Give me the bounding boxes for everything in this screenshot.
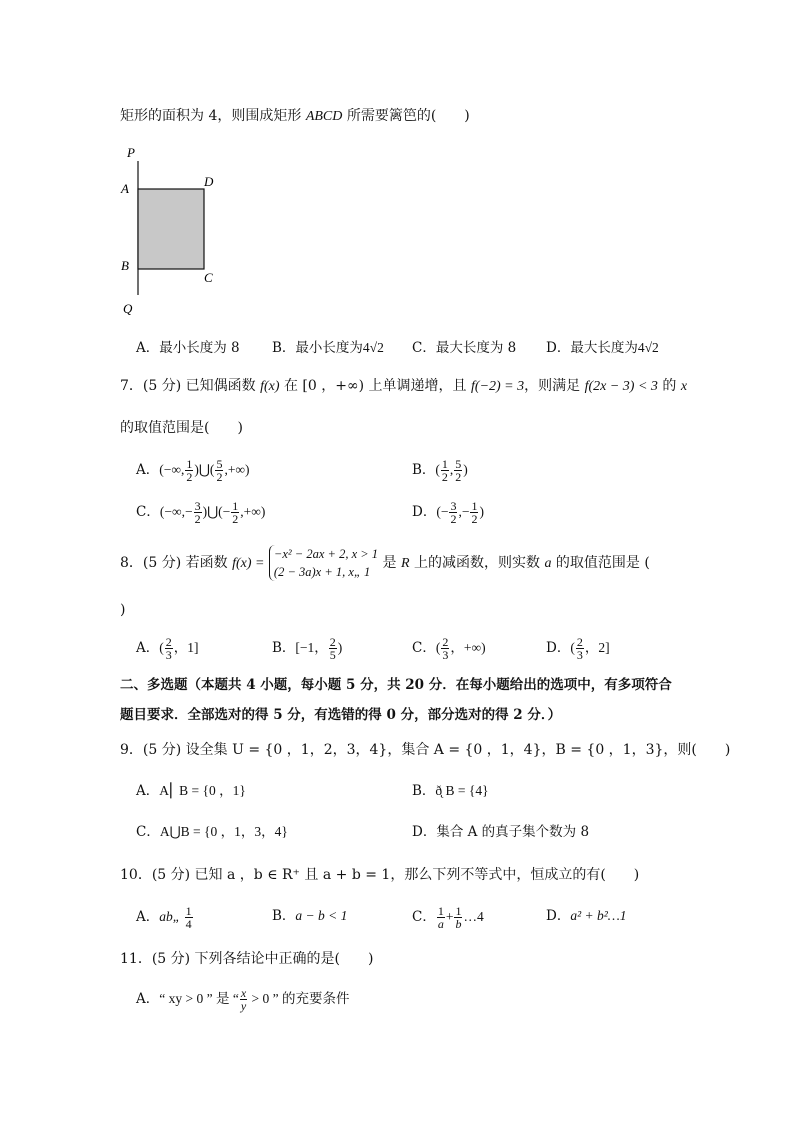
q8-option-a[interactable]: A．( $\frac{2}{3}$ ，1]	[136, 635, 199, 662]
q6-option-d[interactable]: D．最大长度为4√2	[546, 340, 659, 356]
q8-option-d[interactable]: D．( $\frac{2}{3}$ ，2]	[546, 635, 610, 662]
intro-text-b: 所需要篱笆的( )	[342, 108, 470, 124]
q7-option-b[interactable]: B．( $\frac{1}{2}$ , $\frac{5}{2}$ )	[412, 457, 468, 484]
q8-option-c[interactable]: C．( $\frac{2}{3}$ ，+∞)	[412, 635, 486, 662]
q7-option-a[interactable]: A．(−∞, $\frac{1}{2}$ )⋃( $\frac{5}{2}$ ,+∞)	[136, 457, 250, 484]
q8-stem-line2: )	[120, 602, 126, 618]
q9-option-c[interactable]: C．A⋃B = {0 ，1，3，4}	[136, 824, 288, 840]
section2-heading-line1: 二、多选题（本题共 4 小题，每小题 5 分，共 20 分．在每小题给出的选项中，有多项符合	[120, 677, 672, 693]
label-p: P	[127, 145, 135, 160]
label-c: C	[204, 270, 213, 285]
q6-option-a[interactable]: A．最小长度为 8	[136, 340, 240, 356]
rectangle-abcd	[138, 189, 204, 269]
q9-option-a[interactable]: A．A⎢ B = {0 ，1}	[136, 783, 246, 799]
q8-option-b[interactable]: B．[−1， $\frac{2}{5}$ )	[272, 635, 343, 662]
q10-option-c[interactable]: C． $\frac{1}{a}$ + $\frac{1}{b}$ …4	[412, 904, 484, 931]
section2-heading-line2: 题目要求．全部选对的得 5 分，有选错的得 0 分，部分选对的得 2 分．）	[120, 707, 562, 723]
intro-abcd: ABCD	[305, 109, 343, 124]
q7-option-d[interactable]: D．(− $\frac{3}{2}$ ,− $\frac{1}{2}$ )	[412, 499, 484, 526]
q11-stem: 11．(5 分) 下列各结论中正确的是( )	[120, 951, 374, 967]
q10-option-d[interactable]: D．a² + b²…1	[546, 908, 627, 924]
q9-stem: 9．(5 分) 设全集 U = {0 ，1，2，3，4}，集合 A = {0 ，1，4}，B = {0 ，1，3}，则( )	[120, 742, 731, 758]
label-a: A	[121, 181, 129, 196]
intro-text-a: 矩形的面积为 4，则围成矩形	[120, 108, 306, 124]
q10-option-a[interactable]: A．ab„ $\frac{1}{4}$	[136, 904, 192, 931]
q6-option-b[interactable]: B．最小长度为4√2	[272, 340, 384, 356]
q10-stem: 10．(5 分) 已知 a ，b ∈ R⁺ 且 a + b = 1，那么下列不等式中，恒成立的有( )	[120, 867, 640, 883]
label-q: Q	[123, 301, 133, 315]
label-d: D	[204, 174, 214, 189]
q10-option-b[interactable]: B．a − b < 1	[272, 908, 348, 924]
intro-line	[120, 107, 470, 126]
rectangle-fence-figure	[115, 145, 235, 315]
label-b: B	[121, 258, 129, 273]
q7-stem-line2: 的取值范围是( )	[120, 420, 243, 436]
q9-option-d[interactable]: D．集合 A 的真子集个数为 8	[412, 824, 590, 840]
q7-option-c[interactable]: C．(−∞,− $\frac{3}{2}$ )⋃(− $\frac{1}{2}$ ,+∞)	[136, 499, 266, 526]
q7-stem-line1: 7．(5 分) 已知偶函数 f(x) 在 [0 ，+∞) 上单调递增，且 f(−2) = 3，则满足 f(2x − 3) < 3 的 x	[120, 378, 688, 394]
q11-option-a[interactable]: A．“ xy > 0 ” 是 “ $\frac{x}{y}$ > 0 ” 的充要条件	[136, 986, 350, 1013]
piecewise-cases: −x² − 2ax + 2, x > 1 (2 − 3a)x + 1, x„ 1	[269, 545, 378, 581]
q6-option-c[interactable]: C．最大长度为 8	[412, 340, 517, 356]
q8-stem-line1: 8．(5 分) 若函数 f(x) = −x² − 2ax + 2, x > 1 (2 − 3a)x + 1, x„ 1 是 R 上的减函数，则实数 a 的取值范围是 (	[120, 547, 650, 579]
q9-option-b[interactable]: B．ð̨ B = {4}	[412, 783, 489, 799]
